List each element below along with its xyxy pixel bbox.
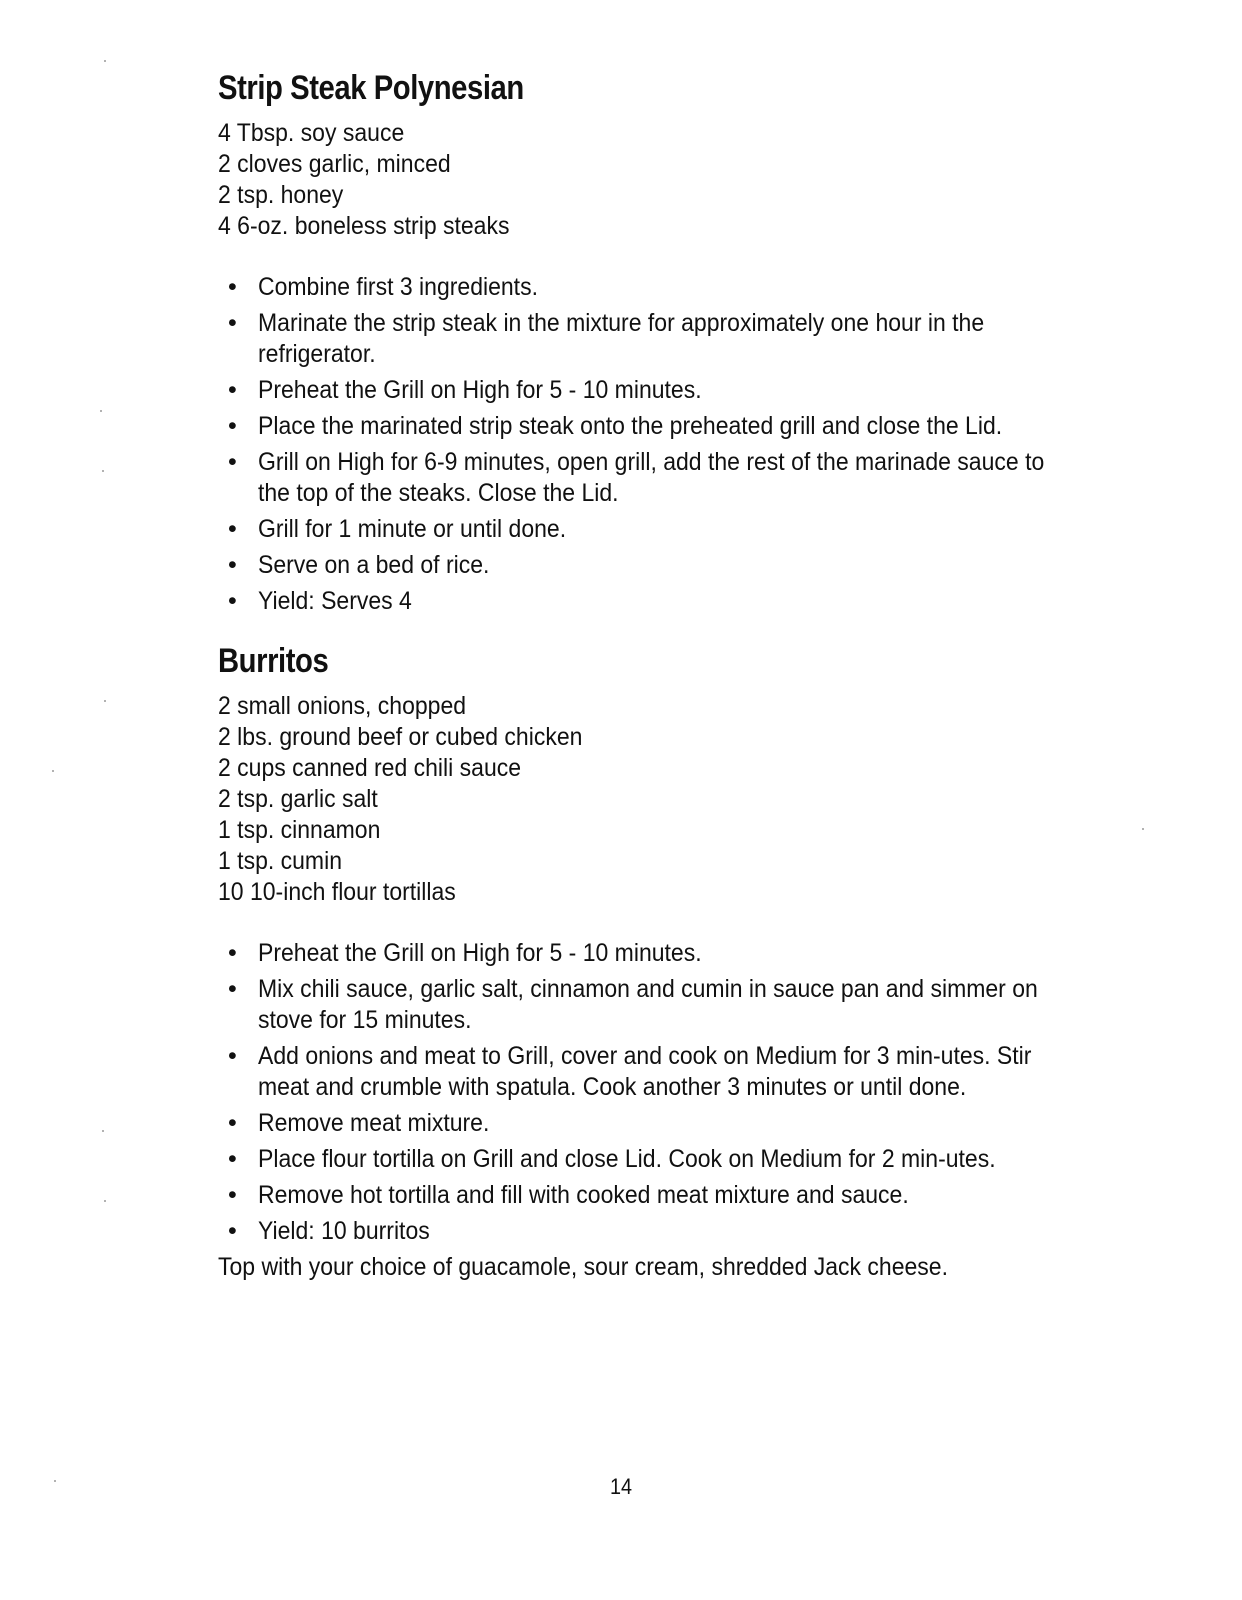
step-text: Serve on a bed of rice.	[258, 551, 490, 579]
step-item	[218, 272, 1078, 303]
recipe-title: Strip Steak Polynesian	[218, 69, 524, 107]
ingredient-item: 2 small onions, chopped	[218, 692, 467, 720]
ingredient-item: 2 cups canned red chili sauce	[218, 754, 522, 782]
step-text: Place flour tortilla on Grill and close Lid. Cook on Medium for 2 min-utes.	[258, 1145, 996, 1173]
scan-speck	[1142, 828, 1144, 830]
step-list	[218, 938, 1078, 1247]
step-item	[218, 447, 1078, 509]
step-item	[218, 1180, 1078, 1211]
ingredient-item: 2 tsp. garlic salt	[218, 785, 378, 813]
step-item	[218, 1144, 1078, 1175]
step-item	[218, 375, 1078, 406]
recipe-burritos	[218, 639, 1078, 1283]
step-text: Yield: 10 burritos	[258, 1217, 430, 1245]
bullet-icon: •	[228, 448, 237, 476]
bullet-icon: •	[228, 1109, 237, 1137]
ingredient-list	[218, 118, 1078, 242]
page-number: 14	[609, 1474, 633, 1499]
step-item	[218, 586, 1078, 617]
scan-speck	[54, 1480, 56, 1482]
step-item	[218, 308, 1078, 370]
bullet-icon: •	[228, 309, 237, 337]
ingredient-item: 2 tsp. honey	[218, 181, 344, 209]
step-text: Preheat the Grill on High for 5 - 10 minutes.	[258, 376, 702, 404]
bullet-icon: •	[228, 515, 237, 543]
step-text: Remove hot tortilla and fill with cooked meat mixture and sauce.	[258, 1181, 909, 1209]
step-text: Remove meat mixture.	[258, 1109, 490, 1137]
step-list	[218, 272, 1078, 617]
ingredient-item: 4 6-oz. boneless strip steaks	[218, 212, 510, 240]
step-item	[218, 1108, 1078, 1139]
scan-speck	[104, 700, 106, 702]
ingredient-item: 10 10-inch flour tortillas	[218, 878, 456, 906]
bullet-icon: •	[228, 412, 237, 440]
ingredient-item: 2 lbs. ground beef or cubed chicken	[218, 723, 583, 751]
step-item	[218, 1216, 1078, 1247]
step-item	[218, 550, 1078, 581]
bullet-icon: •	[228, 939, 237, 967]
recipe-page	[218, 66, 1078, 1308]
step-text: Mix chili sauce, garlic salt, cinnamon and cumin in sauce pan and simmer on stove for 15 minutes.	[258, 975, 1038, 1034]
bullet-icon: •	[228, 587, 237, 615]
step-text: Grill for 1 minute or until done.	[258, 515, 567, 543]
ingredient-item: 4 Tbsp. soy sauce	[218, 119, 405, 147]
step-item	[218, 974, 1078, 1036]
bullet-icon: •	[228, 376, 237, 404]
recipe-title: Burritos	[218, 642, 329, 680]
bullet-icon: •	[228, 273, 237, 301]
step-item	[218, 411, 1078, 442]
serving-note: Top with your choice of guacamole, sour cream, shredded Jack cheese.	[218, 1253, 949, 1281]
step-text: Preheat the Grill on High for 5 - 10 minutes.	[258, 939, 702, 967]
scan-speck	[52, 770, 54, 772]
recipe-strip-steak-polynesian	[218, 66, 1078, 617]
bullet-icon: •	[228, 975, 237, 1003]
ingredient-list	[218, 691, 1078, 908]
step-item	[218, 938, 1078, 969]
scan-speck	[102, 1130, 104, 1132]
ingredient-item: 2 cloves garlic, minced	[218, 150, 451, 178]
bullet-icon: •	[228, 1042, 237, 1070]
step-text: Combine first 3 ingredients.	[258, 273, 538, 301]
step-text: Yield: Serves 4	[258, 587, 412, 615]
scan-speck	[104, 1200, 106, 1202]
step-item	[218, 1041, 1078, 1103]
scan-speck	[102, 470, 104, 472]
step-text: Add onions and meat to Grill, cover and cook on Medium for 3 min-utes. Stir meat and crumble with spatula. Cook another 3 minutes or until done.	[258, 1042, 1032, 1101]
step-text: Grill on High for 6-9 minutes, open grill, add the rest of the marinade sauce to the top of the steaks. Close the Lid.	[258, 448, 1045, 507]
bullet-icon: •	[228, 1181, 237, 1209]
scan-speck	[104, 60, 106, 62]
step-item	[218, 514, 1078, 545]
bullet-icon: •	[228, 551, 237, 579]
bullet-icon: •	[228, 1217, 237, 1245]
step-text: Place the marinated strip steak onto the preheated grill and close the Lid.	[258, 412, 1003, 440]
step-text: Marinate the strip steak in the mixture for approximately one hour in the refrigerator.	[258, 309, 985, 368]
scan-speck	[100, 410, 102, 412]
bullet-icon: •	[228, 1145, 237, 1173]
ingredient-item: 1 tsp. cumin	[218, 847, 342, 875]
ingredient-item: 1 tsp. cinnamon	[218, 816, 381, 844]
